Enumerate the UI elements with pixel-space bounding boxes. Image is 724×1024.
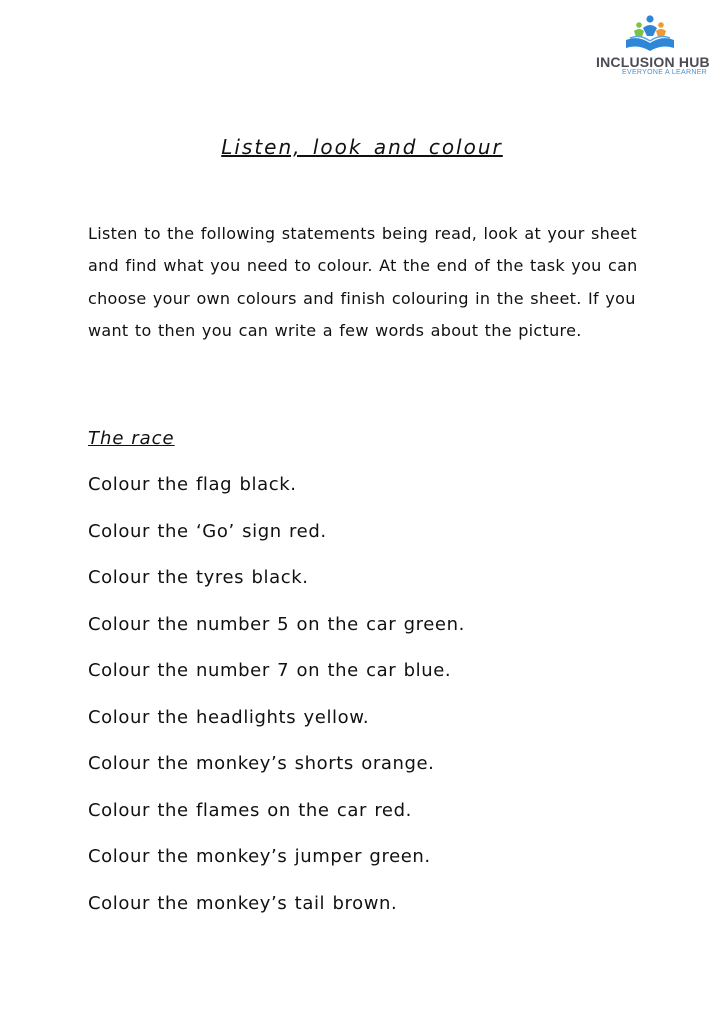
- statement-item: Colour the monkey’s shorts orange.: [88, 753, 435, 774]
- statement-item: Colour the ‘Go’ sign red.: [88, 520, 327, 542]
- colouring-statements-list: [88, 474, 465, 939]
- statement-item: Colour the headlights yellow.: [88, 706, 370, 728]
- statement-item: Colour the tyres black.: [88, 567, 309, 588]
- statement-item: Colour the monkey’s tail brown.: [88, 892, 398, 914]
- inclusion-hub-logo: [596, 14, 714, 78]
- statement-item: Colour the monkey’s jumper green.: [88, 846, 431, 867]
- statement-item: Colour the number 7 on the car blue.: [88, 660, 452, 681]
- statement-item: Colour the flames on the car red.: [88, 799, 412, 821]
- page-title: Listen, look and colour: [221, 135, 503, 159]
- logo-tagline: EVERYONE A LEARNER: [622, 69, 708, 76]
- open-book-people-icon: [624, 14, 676, 54]
- section-heading: The race: [88, 428, 175, 449]
- instructions-paragraph: Listen to the following statements being read, look at your sheet and find what you need to colour. At the end of the task you can choose your own colours and finish colouring in the sheet. If you want to then you can write a few words about the picture.: [88, 224, 638, 340]
- statement-item: Colour the number 5 on the car green.: [88, 613, 465, 635]
- logo-name: INCLUSION HUB: [596, 54, 710, 70]
- statement-item: Colour the flag black.: [88, 474, 297, 495]
